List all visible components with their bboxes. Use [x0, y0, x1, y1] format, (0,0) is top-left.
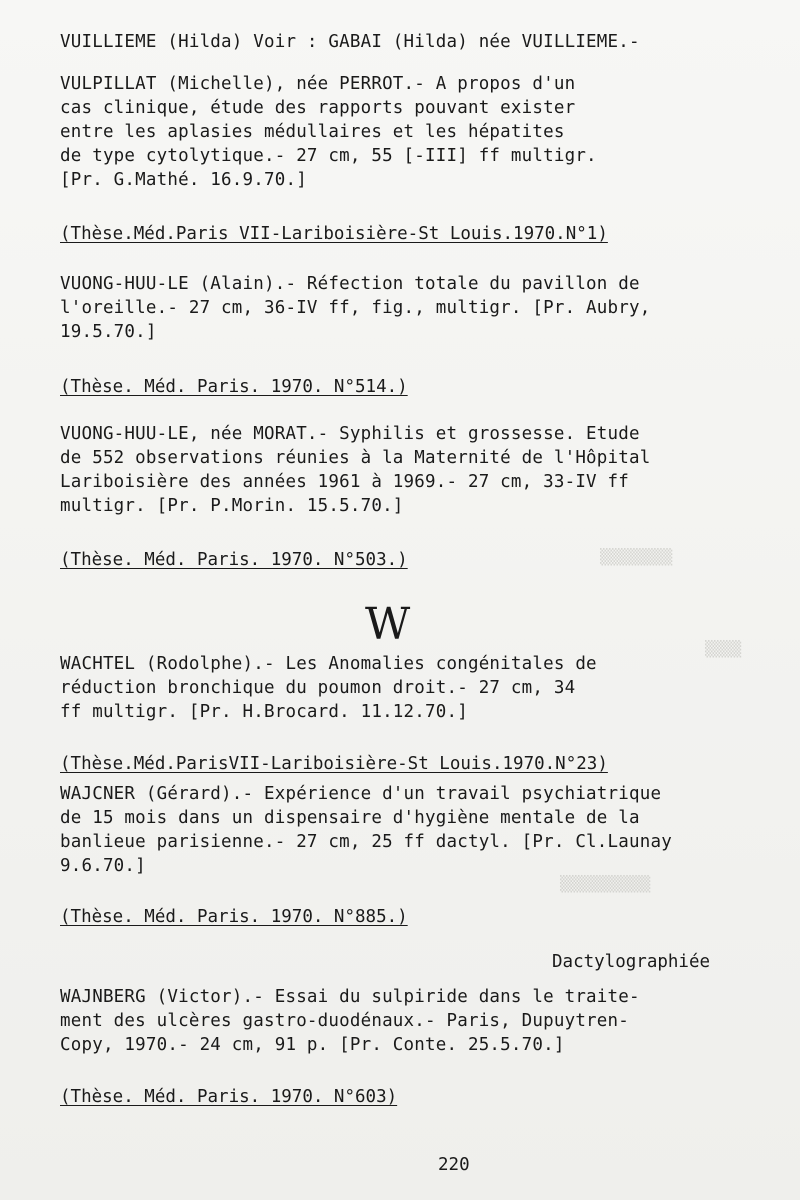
entry-line: ment des ulcères gastro-duodénaux.- Paris, Dupuytren-: [60, 1011, 630, 1031]
entry-line: WAJCNER (Gérard).- Expérience d'un travail psychiatrique: [60, 784, 662, 804]
show-through-text: ▒▒▒▒▒▒▒▒: [600, 548, 673, 566]
thesis-citation: (Thèse. Méd. Paris. 1970. N°603): [60, 1087, 398, 1107]
entry-line: VUONG-HUU-LE, née MORAT.- Syphilis et grossesse. Etude: [60, 424, 640, 444]
thesis-citation: (Thèse. Méd. Paris. 1970. N°503.): [60, 550, 408, 570]
entry-line: VUONG-HUU-LE (Alain).- Réfection totale du pavillon de: [60, 274, 640, 294]
entry-line: cas clinique, étude des rapports pouvant exister: [60, 98, 576, 118]
entry-line: 19.5.70.]: [60, 322, 157, 342]
entry-line: ff multigr. [Pr. H.Brocard. 11.12.70.]: [60, 702, 468, 722]
thesis-citation: (Thèse.Méd.Paris VII-Lariboisière-St Louis.1970.N°1): [60, 224, 608, 244]
bibliographic-entry: [60, 422, 760, 518]
page-number: 220: [438, 1155, 470, 1175]
entry-line: multigr. [Pr. P.Morin. 15.5.70.]: [60, 496, 404, 516]
show-through-text: ▒▒▒▒▒▒▒▒▒▒: [560, 875, 651, 893]
entry-line: de 15 mois dans un dispensaire d'hygiène mentale de la: [60, 808, 640, 828]
bibliographic-entry: [60, 782, 760, 878]
bibliographic-entry: [60, 272, 760, 344]
typed-note: Dactylographiée: [552, 952, 711, 972]
entry-line: [Pr. G.Mathé. 16.9.70.]: [60, 170, 307, 190]
thesis-citation: (Thèse. Méd. Paris. 1970. N°514.): [60, 377, 408, 397]
entry-line: 9.6.70.]: [60, 856, 146, 876]
bibliographic-entry: [60, 72, 760, 192]
bibliographic-entry: [60, 652, 760, 724]
section-letter: W: [365, 599, 411, 650]
entry-line: réduction bronchique du poumon droit.- 27 cm, 34: [60, 678, 576, 698]
entry-line: banlieue parisienne.- 27 cm, 25 ff dactyl. [Pr. Cl.Launay: [60, 832, 672, 852]
thesis-citation: (Thèse.Méd.ParisVII-Lariboisière-St Louis.1970.N°23): [60, 754, 608, 774]
entry-line: Lariboisière des années 1961 à 1969.- 27 cm, 33-IV ff: [60, 472, 630, 492]
entry-line: de 552 observations réunies à la Maternité de l'Hôpital: [60, 448, 651, 468]
entry-line: l'oreille.- 27 cm, 36-IV ff, fig., multigr. [Pr. Aubry,: [60, 298, 651, 318]
show-through-text: ▒▒▒▒: [705, 640, 742, 658]
entry-line: VULPILLAT (Michelle), née PERROT.- A propos d'un: [60, 74, 576, 94]
entry-line: WAJNBERG (Victor).- Essai du sulpiride dans le traite-: [60, 987, 640, 1007]
bibliographic-entry: [60, 985, 760, 1057]
entry-line: WACHTEL (Rodolphe).- Les Anomalies congénitales de: [60, 654, 597, 674]
entry-line: de type cytolytique.- 27 cm, 55 [-III] ff multigr.: [60, 146, 597, 166]
entry-line: Copy, 1970.- 24 cm, 91 p. [Pr. Conte. 25.5.70.]: [60, 1035, 565, 1055]
thesis-citation: (Thèse. Méd. Paris. 1970. N°885.): [60, 907, 408, 927]
entry-line: entre les aplasies médullaires et les hépatites: [60, 122, 565, 142]
header-line: VUILLIEME (Hilda) Voir : GABAI (Hilda) née VUILLIEME.-: [60, 32, 640, 52]
